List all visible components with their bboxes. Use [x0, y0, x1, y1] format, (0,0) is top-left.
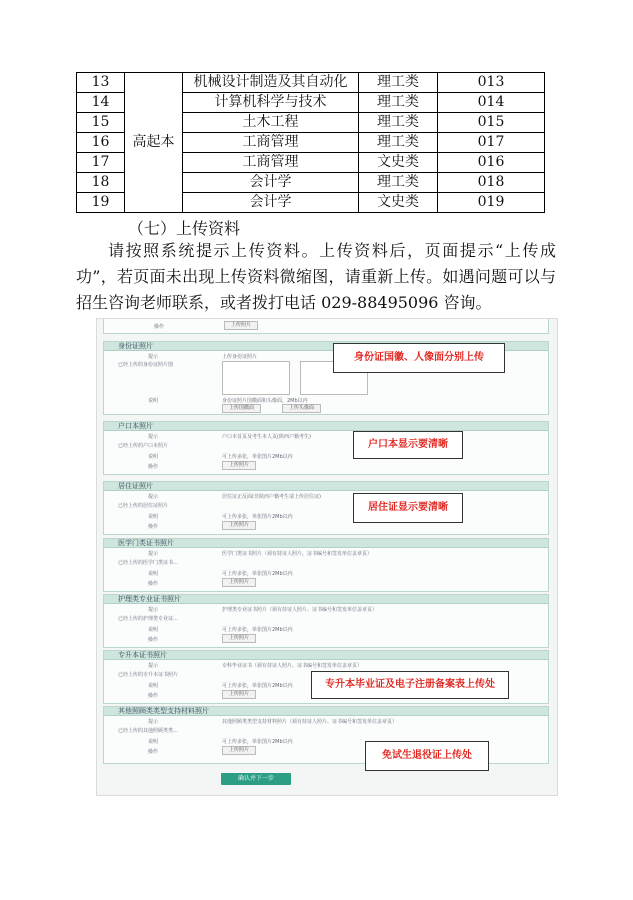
upload-portrait-button[interactable]: 上传头像面 — [282, 404, 321, 413]
medical-cert-section: 医学门类证书照片 提示 医学门类证书照片（须有持证人照片、证书编号和签发单位盖章页） 已经上传的医学门类证书... 说明 可上传多张，单张图片2Mb以内 操作 上传照片 — [103, 538, 549, 592]
education-level: 高起本 — [125, 73, 183, 213]
upload-residence-button[interactable]: 上传照片 — [222, 521, 256, 530]
row-number: 17 — [77, 153, 125, 173]
major-code: 015 — [438, 113, 545, 133]
residence-section: 居住证照片 提示 居住证正反面(非陕西户籍考生请上传居住证) 已经上传的居住证照片 说明 可上传多张，单张图片2Mb以内 操作 上传照片 — [103, 481, 549, 535]
majors-table — [76, 72, 545, 213]
nursing-cert-section: 护理类专业证书照片 提示 护理类专业证书照片（须有持证人照片、证书编号和签发单位盖章页） 已经上传的护理类专业证... 说明 可上传多张，单张图片2Mb以内 操作 上传照片 — [103, 594, 549, 648]
upload-upgrade-button[interactable]: 上传照片 — [222, 690, 256, 699]
major-category: 理工类 — [359, 133, 438, 153]
major-name: 计算机科学与技术 — [183, 93, 359, 113]
top-operation-row: 操作 上传照片 — [103, 319, 549, 334]
note-upgrade-cert: 专升本毕业证及电子注册备案表上传处 — [311, 671, 509, 699]
major-code: 017 — [438, 133, 545, 153]
id-front-thumbnail — [222, 361, 290, 395]
major-name: 工商管理 — [183, 133, 359, 153]
instruction-paragraph: 请按照系统提示上传资料。上传资料后，页面提示“上传成功”，若页面未出现上传资料微缩图，请重新上传。如遇问题可以与招生咨询老师联系，或者拨打电话 029-88495096 咨询。 — [76, 241, 556, 312]
top-upload-button[interactable]: 上传照片 — [224, 321, 258, 330]
major-category: 理工类 — [359, 113, 438, 133]
other-support-section: 其他照顾类类型支持材料照片 提示 其他照顾类类型支持材料照片（须有持证人照片、证书编号和签发单位盖章页） 已经上传的其他照顾类类... 说明 可上传多张，单张图片2Mb以内 操作 上传照片 — [103, 706, 549, 764]
row-number: 13 — [77, 73, 125, 93]
major-code: 016 — [438, 153, 545, 173]
major-name: 会计学 — [183, 193, 359, 213]
row-number: 18 — [77, 173, 125, 193]
major-code: 014 — [438, 93, 545, 113]
upload-other-button[interactable]: 上传照片 — [222, 746, 256, 755]
upload-medical-button[interactable]: 上传照片 — [222, 578, 256, 587]
note-veteran: 免试生退役证上传处 — [365, 741, 489, 771]
upload-page-screenshot — [96, 318, 558, 796]
major-name: 工商管理 — [183, 153, 359, 173]
note-residence: 居住证显示要清晰 — [353, 493, 463, 523]
major-code: 013 — [438, 73, 545, 93]
confirm-next-button[interactable]: 确认并下一步 — [221, 773, 291, 785]
table-row — [77, 73, 545, 93]
row-number: 15 — [77, 113, 125, 133]
major-category: 文史类 — [359, 153, 438, 173]
id-card-section: 身份证照片 提示 上传身份证照片 已经上传的身份证照片图 说明 身份证照片国徽面和头像面，2Mb以内 上传国徽面 上传头像面 — [103, 341, 549, 415]
major-category: 文史类 — [359, 193, 438, 213]
section-heading: （七）上传资料 — [128, 219, 241, 238]
upload-hukou-button[interactable]: 上传照片 — [222, 461, 256, 470]
row-number: 19 — [77, 193, 125, 213]
major-category: 理工类 — [359, 93, 438, 113]
upload-nursing-button[interactable]: 上传照片 — [222, 634, 256, 643]
major-category: 理工类 — [359, 73, 438, 93]
major-category: 理工类 — [359, 173, 438, 193]
major-code: 018 — [438, 173, 545, 193]
major-name: 土木工程 — [183, 113, 359, 133]
upload-emblem-button[interactable]: 上传国徽面 — [222, 404, 261, 413]
major-name: 机械设计制造及其自动化 — [183, 73, 359, 93]
major-code: 019 — [438, 193, 545, 213]
note-hukou: 户口本显示要清晰 — [353, 431, 463, 459]
upgrade-cert-section: 专升本证书照片 提示 专科毕业证书（须有持证人照片、证书编号和签发单位盖章页） 已经上传的专升本证书照片 说明 可上传多张，单张图片2Mb以内 操作 上传照片 — [103, 650, 549, 704]
hukou-section: 户口本照片 提示 户口本首页及考生本人页(陕西户籍考生) 已经上传的户口本照片 说明 可上传多张，单张图片2Mb以内 操作 上传照片 — [103, 421, 549, 475]
note-id-card: 身份证国徽、人像面分别上传 — [333, 343, 505, 373]
row-number: 16 — [77, 133, 125, 153]
row-number: 14 — [77, 93, 125, 113]
major-name: 会计学 — [183, 173, 359, 193]
